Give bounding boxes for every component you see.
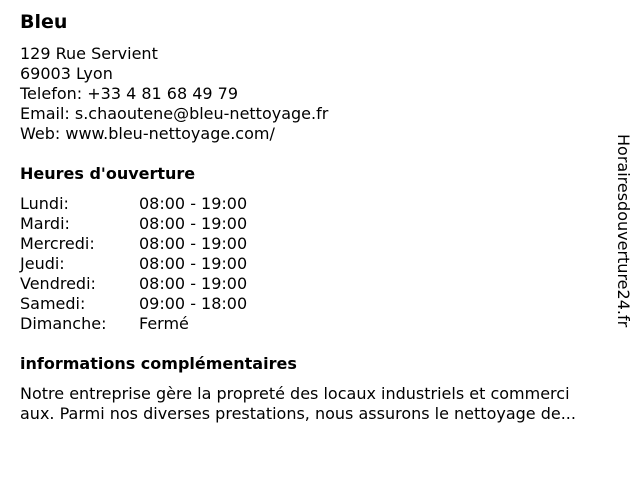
day-label: Mardi: [20, 214, 70, 233]
day-label: Lundi: [20, 194, 69, 213]
day-label: Mercredi: [20, 234, 95, 253]
business-name: Bleu [20, 11, 68, 33]
description-line: aux. Parmi nos diverses prestations, nous assurons le nettoyage de... [20, 404, 576, 423]
email-link[interactable]: Email: s.chaoutene@bleu-nettoyage.fr [20, 104, 329, 123]
time-range: 09:00 - 18:00 [139, 294, 248, 313]
time-range: Fermé [139, 314, 189, 333]
address-street: 129 Rue Servient [20, 44, 158, 63]
business-description [20, 384, 630, 424]
time-range: 08:00 - 19:00 [139, 274, 248, 293]
time-range: 08:00 - 19:00 [139, 214, 248, 233]
day-label: Dimanche: [20, 314, 107, 333]
contact-block [20, 44, 328, 144]
day-label: Jeudi: [20, 254, 65, 273]
time-range: 08:00 - 19:00 [139, 194, 248, 213]
website-link[interactable]: Web: www.bleu-nettoyage.com/ [20, 124, 275, 143]
phone-number[interactable]: Telefon: +33 4 81 68 49 79 [20, 84, 239, 103]
watermark-text: Horairesdouverture24.fr [614, 134, 633, 328]
time-range: 08:00 - 19:00 [139, 254, 248, 273]
address-city: 69003 Lyon [20, 64, 113, 83]
opening-hours-heading: Heures d'ouverture [20, 164, 196, 183]
day-label: Vendredi: [20, 274, 96, 293]
additional-info-heading: informations complémentaires [20, 354, 297, 373]
time-range: 08:00 - 19:00 [139, 234, 248, 253]
description-line: Notre entreprise gère la propreté des locaux industriels et commerci [20, 384, 570, 403]
site-watermark [612, 134, 634, 354]
day-label: Samedi: [20, 294, 86, 313]
